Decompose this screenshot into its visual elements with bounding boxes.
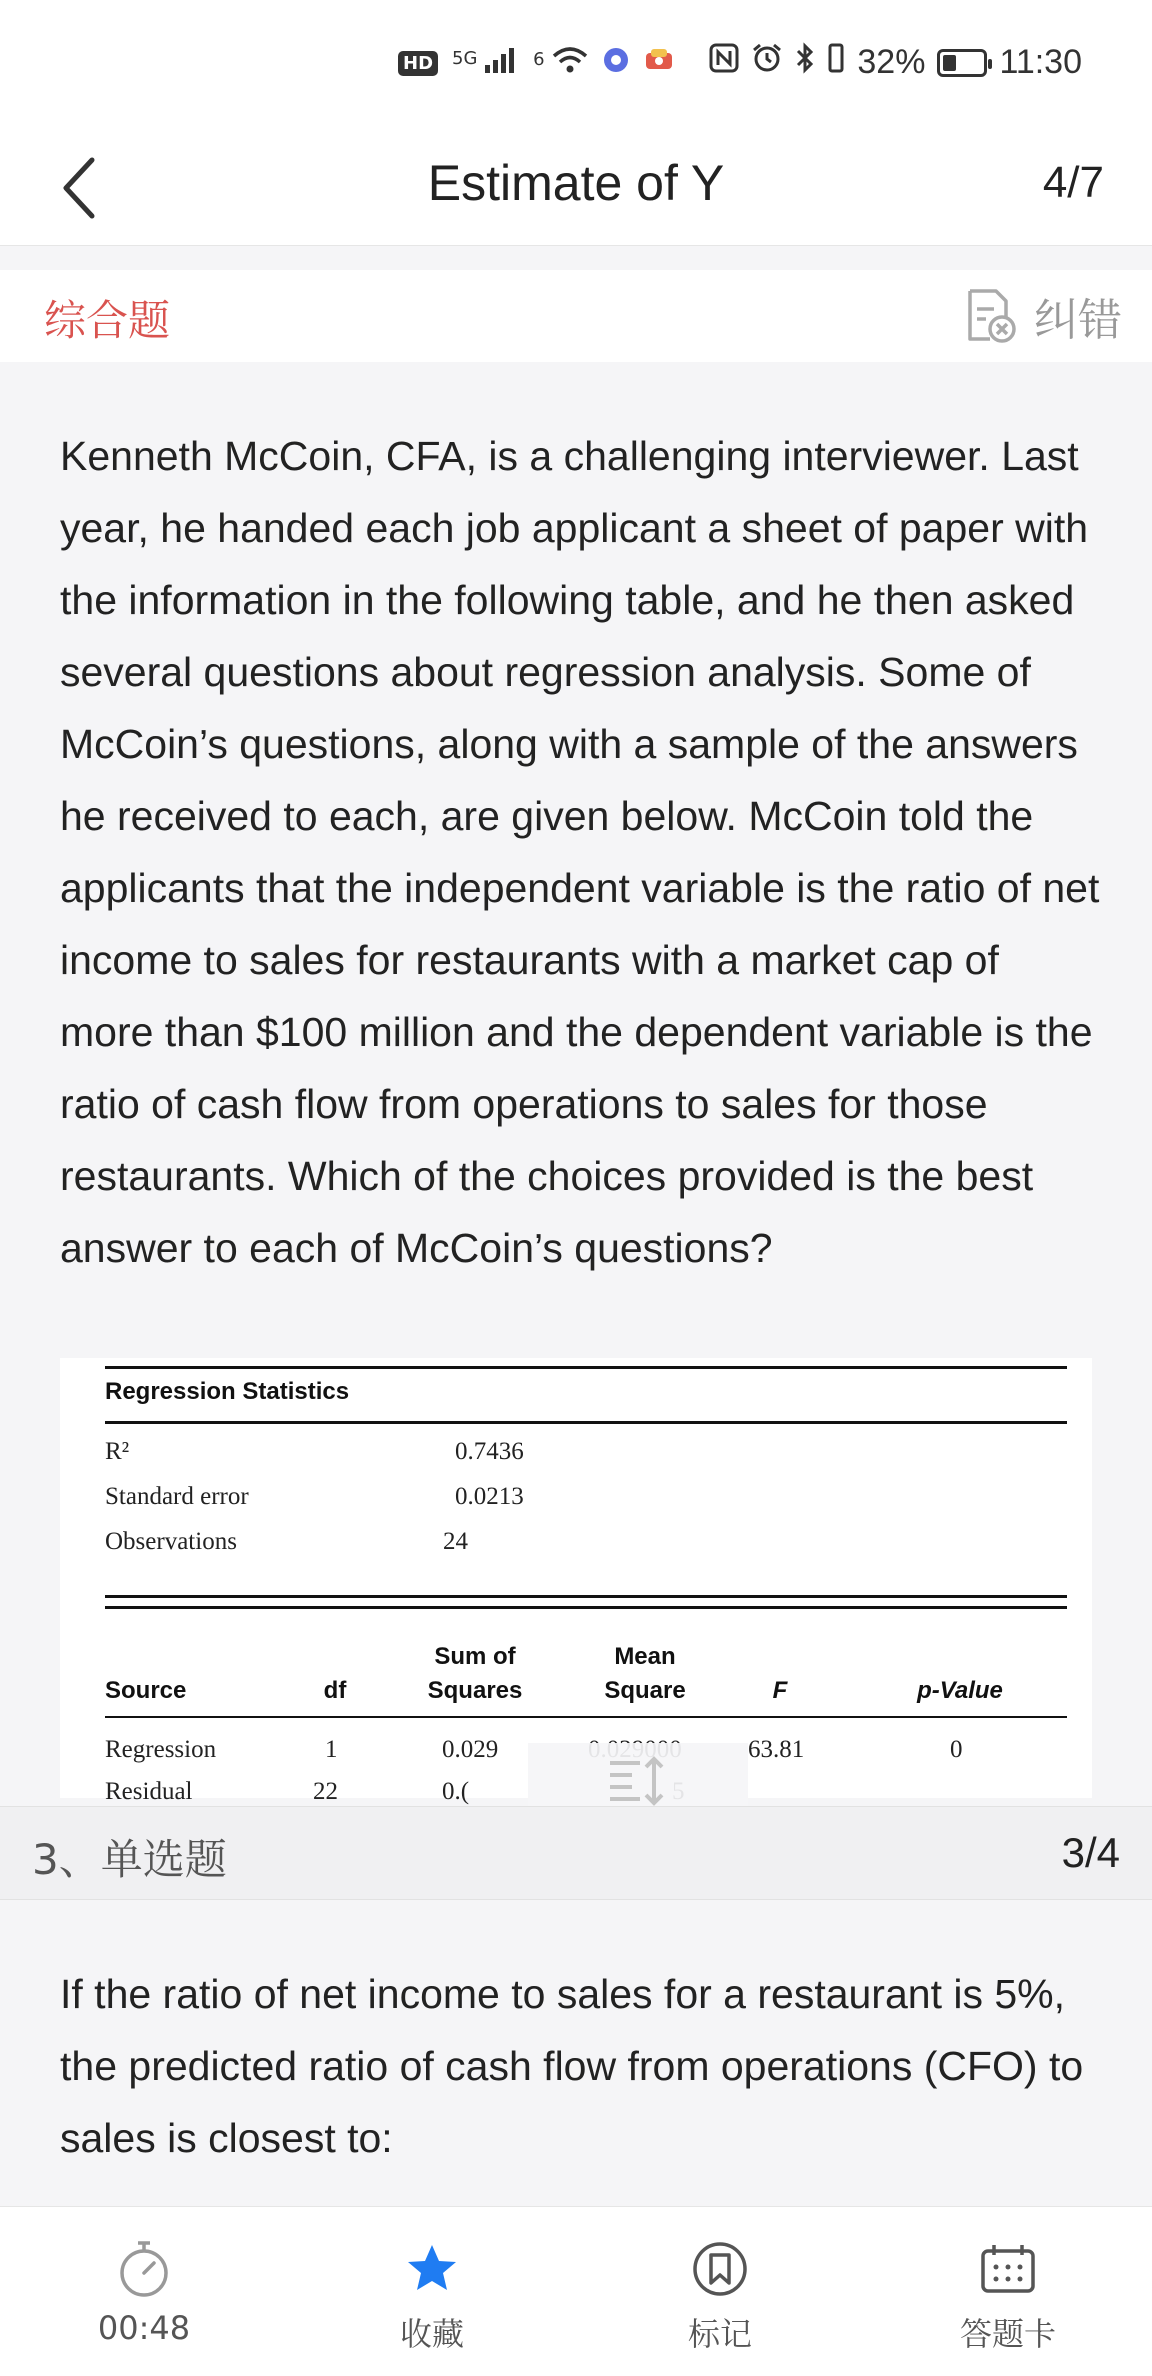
col-mean-square — [570, 1640, 720, 1708]
cellular-signal-icon — [452, 47, 519, 79]
question-progress: 3/4 — [1061, 1829, 1120, 1876]
row-df: 22 — [313, 1778, 338, 1805]
col-f: F — [772, 1677, 788, 1704]
favorite-button[interactable] — [288, 2207, 576, 2376]
answer-card-label: 答题卡 — [959, 2315, 1056, 2353]
question-text: If the ratio of net income to sales for a restaurant is 5%, the predicted ratio of cash flow from operations (CFO) to sales is closest to: — [60, 1971, 1084, 2161]
error-report-label: 纠错 — [1034, 295, 1122, 346]
favorite-label: 收藏 — [399, 2315, 464, 2353]
row-p: 0 — [950, 1736, 963, 1763]
timer-button[interactable] — [0, 2207, 288, 2376]
wifi-icon — [533, 46, 588, 80]
stat-label: Observations — [105, 1528, 237, 1555]
col-ms-line2: Square — [604, 1677, 686, 1704]
wifi-badge: 6 — [533, 49, 545, 70]
error-report-button[interactable] — [964, 284, 1122, 348]
row-ss: 0.( — [442, 1778, 470, 1805]
bottom-nav — [0, 2206, 1152, 2376]
question-type: 3、单选题 — [32, 1835, 227, 1884]
col-source: Source — [105, 1677, 187, 1704]
stat-label: R² — [105, 1438, 130, 1465]
alarm-icon — [751, 42, 783, 83]
row-source: Regression — [105, 1736, 217, 1763]
battery-fill — [943, 55, 955, 71]
stats-heading: Regression Statistics — [105, 1378, 350, 1405]
mark-label: 标记 — [687, 2315, 752, 2353]
hd-badge: HD — [398, 51, 438, 76]
drag-resize-icon — [606, 1753, 670, 1807]
question-bar — [0, 1806, 1152, 1900]
passage-panel — [0, 362, 1152, 1806]
header — [0, 130, 1152, 246]
stat-value: 0.0213 — [455, 1483, 524, 1510]
col-sum-of-squares — [400, 1640, 550, 1708]
passage-text: Kenneth McCoin, CFA, is a challenging interviewer. Last year, he handed each job applicant a sheet of paper with the information in the following table, and he then asked several questions about regression analysis. Some of McCoin’s questions, along with a sample of the answers he received to each, are given below. McCoin told the applicants that the independent variable is the ratio of net income to sales for restaurants with a market cap of more than $100 million and the dependent variable is the ratio of cash flow from operations to sales for those restaurants. Which of the choices provided is the best answer to each of McCoin’s questions? — [60, 433, 1100, 1271]
table-rule — [105, 1716, 1067, 1718]
table-rule — [105, 1421, 1067, 1424]
table-rule — [105, 1595, 1067, 1598]
status-bar — [0, 0, 1152, 130]
answer-card-icon — [976, 2237, 1040, 2301]
battery-icon — [937, 49, 987, 77]
stat-value: 0.7436 — [455, 1438, 524, 1465]
category-bar — [0, 270, 1152, 362]
col-df: df — [323, 1677, 347, 1704]
table-rule — [105, 1366, 1067, 1369]
battery-percent: 32% — [857, 43, 926, 81]
stopwatch-icon — [112, 2237, 176, 2301]
page-counter: 4/7 — [1042, 158, 1104, 207]
row-source: Residual — [105, 1778, 193, 1805]
resize-handle[interactable] — [528, 1743, 748, 1806]
vibrate-icon — [827, 43, 845, 82]
stat-label: Standard error — [105, 1483, 249, 1510]
app-notification-icon — [602, 46, 630, 80]
nfc-icon — [709, 43, 739, 82]
status-right-icons — [709, 42, 1082, 83]
timer-label: 00:48 — [97, 2309, 191, 2347]
error-report-icon — [964, 287, 1018, 345]
page-title: Estimate of Y — [427, 155, 725, 211]
regression-table — [60, 1358, 1092, 1805]
col-p-value: p-Value — [917, 1677, 1003, 1704]
answer-card-button[interactable] — [864, 2207, 1152, 2376]
signal-type: 5G — [452, 48, 478, 69]
stat-value: 24 — [443, 1528, 468, 1555]
table-rule — [105, 1606, 1067, 1609]
category-label: 综合题 — [44, 296, 171, 345]
col-ss-line2: Squares — [427, 1677, 523, 1704]
bluetooth-icon — [795, 42, 815, 83]
star-icon — [400, 2237, 464, 2301]
row-f: 63.81 — [748, 1736, 805, 1763]
mark-button[interactable] — [576, 2207, 864, 2376]
col-ss-line1: Sum of — [434, 1643, 516, 1670]
status-time: 11:30 — [999, 43, 1082, 81]
question-body — [0, 1900, 1152, 2206]
row-df: 1 — [325, 1736, 338, 1763]
row-ss: 0.029 — [442, 1736, 499, 1763]
app-notification-icon-2 — [644, 47, 674, 79]
col-ms-line1: Mean — [614, 1643, 676, 1670]
bookmark-icon — [688, 2237, 752, 2301]
status-left-icons — [398, 46, 674, 80]
